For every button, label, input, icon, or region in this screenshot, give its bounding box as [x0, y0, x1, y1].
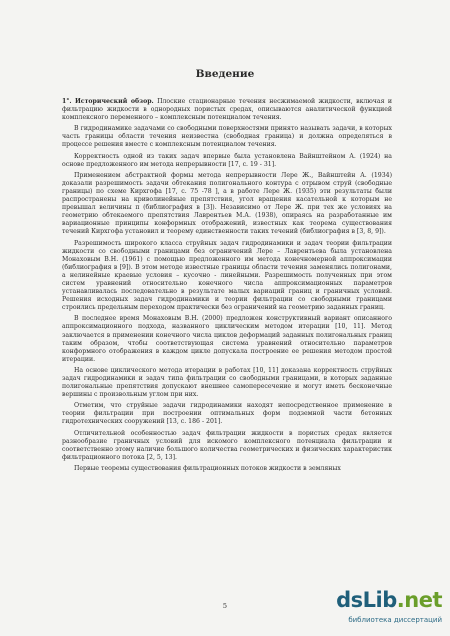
paragraph: Применением абстрактной формы метода непрерывности Лере Ж., Вайнштейн А. (1934) доказали разрешимость задачи обтекания полигонального контура с отрывом струй (свободные границы) по схеме Кирхгофа [17, с. 75 -78 ], а в работе Лере Ж. (1935) эти результаты были распространены на криволинейные препятствия, угол вращения касательной к которым не превышал величины π (библиография в [3]). Независимо от Лере Ж. при тех же условиях на геометрию обтекаемого препятствия Лаврентьев М.А. (1938), опираясь на разработанные им вариационные принципы конформных отображений, известных как теорема существования течений Кирхгофа установил и теорему единственности таких течений (библиография в [3, 8, 9]). [62, 171, 392, 236]
section-number: 1°. [62, 98, 72, 105]
section-heading: Исторический обзор. [74, 98, 154, 105]
watermark-brand [336, 588, 442, 612]
paragraph: В последнее время Монаховым В.Н. (2000) предложен конструктивный вариант описанного аппроксимационного подхода, названного циклическим методом итерации [10, 11]. Метод заключается в применении конечного числа циклов деформаций заданных полигональных границ таким образом, чтобы соответствующая система уравнений относительно параметров конформного отображения в каждом цикле допускала построение ее решения методом простой итерации. [62, 315, 392, 363]
paragraph: Первые теоремы существования фильтрационных потоков жидкости в земляных [74, 464, 341, 472]
paragraph: Отметим, что струйные задачи гидродинамики находят непосредственное применение в теории фильтрации при построении оптимальных форм подземной части бетонных гидротехнических сооружений [13, с. 186 - 201]. [62, 402, 392, 426]
paragraph-intro [62, 98, 392, 122]
paragraph: Разрешимость широкого класса струйных задач гидродинамики и задач теории фильтрации жидкости со свободными границами без ограничений Лере – Лаврентьева была установлена Монаховым В.Н. (1961) с помощью предложенного им метода конечномерной аппроксимации (библиография в [9]). В этом методе известные границы области течения заменялись полигонами, а нелинейные краевые условия – кусочно - линейными. Разрешимость полученных при этом систем уравнений относительно конечного числа аппроксимационных параметров устанавливалась последовательно в результате малых вариаций границ и граничных условий. Решения исходных задач гидродинамики и теории фильтрации со свободными границами строились предельным переходом практически без ограничений на геометрию заданных границ. [62, 239, 392, 312]
watermark-brand-main: dsLib [336, 588, 397, 612]
watermark-logo[interactable] [336, 588, 442, 632]
paragraph: Корректность одной из таких задач впервые была установлена Вайнштейном А. (1924) на основе предложенного им метода непрерывности [17, с. 19 - 31]. [62, 152, 392, 168]
watermark-brand-tld: .net [396, 588, 442, 612]
page-title: Введение [195, 68, 255, 80]
paragraph: Отличительной особенностью задач фильтрации жидкости в пористых средах является разнообразие граничных условий для искомого комплексного потенциала фильтрации и соответственно этому наличие большого количества геометрических и физических характеристик фильтрационного потока [2, 5, 13]. [62, 429, 392, 461]
paragraph-text: Плоские стационарные течения несжимаемой жидкости, включая и фильтрацию жидкости в однородных пористых средах, описываются аналитической функцией комплексного переменного – комплексным потенциалом течения. [62, 98, 392, 122]
paragraph: На основе циклического метода итерации в работах [10, 11] доказана корректность струйных задач гидродинамики и задач типа фильтрации со свободными границами, в которых заданные полигональные препятствия допускают внешнее самопересечение и могут иметь бесконечные вершины с произвольным углом при них. [62, 366, 392, 399]
body-text [62, 98, 392, 476]
page-number: 5 [222, 602, 228, 610]
watermark-tagline: библиотека диссертаций [348, 616, 442, 624]
paragraph: В гидродинамике задачами со свободными поверхностями принято называть задачи, в которых часть границы области течения неизвестна (свободная граница) и должна определяться в процессе решения вместе с комплексным потенциалом течения. [62, 125, 392, 149]
